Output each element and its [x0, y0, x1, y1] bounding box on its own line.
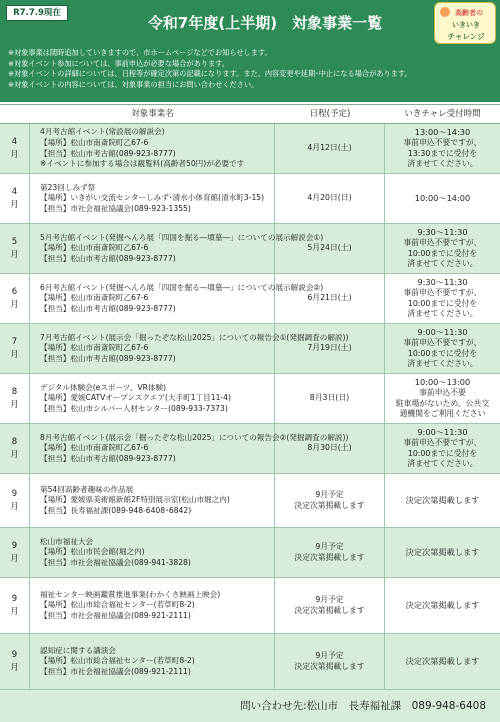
month-cell	[0, 324, 30, 373]
reception-time: 9:00～11:30	[417, 327, 468, 338]
schedule-cell	[275, 274, 385, 323]
event-detail: 【担当】松山市考古館(089-923-8777)	[40, 453, 176, 463]
table-row	[0, 274, 500, 324]
notice-line: ※対象事業は随時追加していきますので、市ホームページなどでお知らせします。	[8, 48, 272, 57]
month-text: 月	[10, 149, 19, 160]
schedule-cell	[275, 174, 385, 223]
month-text: 8	[11, 386, 18, 397]
reception-note: 駐車場がないため、公共交	[395, 398, 490, 408]
logo-graphic	[435, 3, 497, 45]
reception-note: 事前申込不要	[419, 387, 466, 397]
event-detail: 【担当】松山市考古館(089-923-8777)	[40, 353, 176, 363]
event-cell	[30, 224, 324, 273]
event-detail: 【場所】松山市南斎院町乙67-6	[40, 243, 149, 253]
schedule-text: 5月24日(土)	[307, 243, 352, 253]
event-detail: 【場所】松山市民会館(堀之内)	[40, 547, 145, 557]
reception-time: 13:00～14:30	[414, 127, 471, 138]
reception-note: 済ませてください。	[407, 459, 478, 469]
schedule-text: 7月19日(土)	[307, 343, 352, 353]
event-title: デジタル体験会(eスポーツ、VR体験)	[40, 382, 167, 392]
logo-text-1: 高齢者の	[455, 9, 483, 17]
month-text: 月	[10, 399, 19, 410]
month-text: 月	[10, 553, 19, 564]
schedule-text: 決定次第掲載します	[294, 605, 365, 615]
month-cell	[0, 528, 30, 577]
event-cell	[30, 528, 275, 577]
month-text: 7	[11, 336, 18, 347]
month-text: 月	[10, 249, 19, 260]
month-text: 月	[10, 199, 19, 210]
month-text: 月	[10, 662, 19, 673]
table-row	[0, 324, 500, 374]
event-cell	[30, 474, 275, 527]
month-cell	[0, 578, 30, 633]
event-cell	[30, 634, 275, 689]
reception-note: 10:00までに受付を	[407, 448, 478, 458]
logo-text-3: チャレンジ	[447, 32, 485, 41]
schedule-text: 決定次第掲載します	[294, 500, 365, 510]
schedule-cell	[275, 474, 385, 527]
ikiiki-challenge-logo	[434, 2, 496, 44]
schedule-cell	[275, 634, 385, 689]
table-header	[0, 104, 500, 124]
event-title: 第23回しみず祭	[40, 182, 96, 192]
reception-note: 済ませてください。	[407, 259, 478, 269]
notice-line: ※対象イベントの内容については、対象事業の担当にお問い合わせください。	[8, 79, 259, 89]
reception-time: 10:00～14:00	[414, 193, 471, 204]
reception-time-cell	[385, 274, 500, 323]
month-cell	[0, 634, 30, 689]
month-cell	[0, 174, 30, 223]
reception-time: 9:30～11:30	[417, 277, 468, 288]
footer-bar	[0, 690, 500, 722]
month-cell	[0, 424, 30, 473]
event-title: 認知症に関する講演会	[40, 645, 116, 655]
event-detail: 【場所】松山市南斎院町乙67-6	[40, 293, 149, 303]
event-detail: 【場所】松山市南斎院町乙67-6	[40, 343, 149, 353]
schedule-cell	[275, 374, 385, 423]
reception-note: 通機関をご利用ください	[399, 409, 486, 419]
month-cell	[0, 224, 30, 273]
month-cell	[0, 124, 30, 173]
table-row	[0, 634, 500, 690]
schedule-text: 8月30日(土)	[307, 443, 352, 453]
schedule-cell	[275, 424, 385, 473]
event-detail: 【場所】松山市南斎院町乙67-6	[40, 137, 149, 147]
month-text: 月	[10, 349, 19, 360]
notice-line: ※対象イベントの詳細については、日程等が確定次第の記載になります。また、内容変更や延期･中止になる場合があります。	[8, 69, 412, 79]
reception-time-cell	[385, 528, 500, 577]
table-row	[0, 374, 500, 424]
month-text: 8	[11, 436, 18, 447]
reception-note: 事前申込不要ですが、	[403, 137, 482, 147]
event-detail: 【担当】市社会福祉協議会(089-923-1355)	[40, 203, 191, 213]
event-detail: 【担当】松山市シルバー人材センター(089-933-7373)	[40, 403, 228, 413]
reception-time: 決定次第掲載します	[405, 495, 480, 506]
event-title: 第54回高齢者趣味の作品展	[40, 484, 134, 494]
page-title: 令和7年度(上半期) 対象事業一覧	[147, 14, 383, 32]
reception-time-cell	[385, 634, 500, 689]
month-text: 6	[11, 286, 18, 297]
reception-time: 9:30～11:30	[417, 227, 468, 238]
event-title: 6月考古館イベント(発掘へんろ展「四国を掘る―墳墓―」についての展示解説会②)	[40, 282, 324, 292]
schedule-cell	[275, 124, 385, 173]
month-cell	[0, 474, 30, 527]
reception-time: 9:00～11:30	[417, 427, 468, 438]
date-badge: R7.7.9現在	[6, 5, 68, 21]
schedule-cell	[275, 224, 385, 273]
event-detail: 【担当】長寿福祉課(089-948-6408･6842)	[40, 505, 192, 515]
notice-section	[0, 45, 500, 102]
logo-sun-icon	[440, 7, 450, 17]
contact-info: 問い合わせ先:松山市 長寿福祉課 089-948-6408	[240, 700, 486, 712]
table-row	[0, 224, 500, 274]
column-header-time: いきチャレ受付時間	[404, 109, 481, 119]
reception-time-cell	[385, 424, 500, 473]
reception-note: 10:00までに受付を	[407, 348, 478, 358]
reception-note: 事前申込不要ですが、	[403, 337, 482, 347]
table-row	[0, 474, 500, 528]
reception-note: 済ませてください。	[407, 309, 478, 319]
table-row	[0, 174, 500, 224]
event-detail: 【担当】松山市考古館(089-923-8777)	[40, 303, 176, 313]
column-header-event: 対象事業名	[131, 109, 174, 119]
month-text: 5	[11, 236, 18, 247]
reception-note: 事前申込不要ですが、	[403, 437, 482, 447]
reception-note: 済ませてください。	[407, 359, 478, 369]
table-row	[0, 124, 500, 174]
event-cell	[30, 374, 275, 423]
event-cell	[30, 124, 275, 173]
reception-note: 事前申込不要ですが、	[403, 287, 482, 297]
schedule-cell	[275, 324, 385, 373]
reception-time-cell	[385, 124, 500, 173]
event-cell	[30, 578, 275, 633]
reception-time: 決定次第掲載します	[405, 600, 480, 611]
month-cell	[0, 374, 30, 423]
schedule-text: 決定次第掲載します	[294, 552, 365, 562]
month-text: 4	[11, 186, 18, 197]
schedule-text: 9月予定	[315, 489, 344, 499]
event-title: 8月考古館イベント(展示会「掘ったぞな松山2025」についての報告会②(発掘調査の解説))	[40, 432, 349, 442]
reception-note: 13:30までに受付を	[407, 148, 478, 158]
month-text: 4	[11, 136, 18, 147]
reception-time: 決定次第掲載します	[405, 656, 480, 667]
reception-time-cell	[385, 324, 500, 373]
event-detail: 【担当】市社会福祉協議会(089-941-3828)	[40, 557, 191, 567]
event-detail: 【担当】松山市考古館(089-923-8777)	[40, 253, 176, 263]
month-text: 月	[10, 299, 19, 310]
schedule-text: 9月予定	[315, 650, 344, 660]
month-text: 9	[11, 540, 18, 551]
schedule-text: 決定次第掲載します	[294, 661, 365, 671]
schedule-text: 4月12日(土)	[307, 143, 352, 153]
event-title: 7月考古館イベント(展示会「掘ったぞな松山2025」についての報告会①(発掘調査の解説))	[40, 332, 349, 342]
month-text: 月	[10, 606, 19, 617]
reception-note: 済ませてください。	[407, 159, 478, 169]
month-text: 9	[11, 593, 18, 604]
event-detail: 【担当】松山市考古館(089-923-8777)	[40, 148, 176, 158]
reception-time: 決定次第掲載します	[405, 547, 480, 558]
schedule-text: 9月予定	[315, 594, 344, 604]
event-detail: ※イベントに参加する場合は観覧料(高齢者50円)が必要です	[40, 159, 245, 169]
reception-note: 10:00までに受付を	[407, 248, 478, 258]
event-detail: 【場所】愛媛CATVオープンスクエア(大手町1丁目11-4)	[40, 393, 231, 403]
event-title: 5月考古館イベント(発掘へんろ展「四国を掘る―墳墓―」についての展示解説会①)	[40, 232, 324, 242]
month-text: 月	[10, 449, 19, 460]
event-title: 松山市福祉大会	[40, 536, 94, 546]
event-detail: 【場所】愛媛県美術館新館2F特別展示室(松山市堀之内)	[40, 495, 230, 505]
schedule-text: 8月3日(日)	[309, 393, 350, 403]
event-detail: 【担当】市社会福祉協議会(089-921-2111)	[40, 610, 191, 620]
reception-time-cell	[385, 374, 500, 423]
notice-line: ※対象イベント参加については、事前申込が必要な場合があります。	[8, 58, 229, 68]
event-detail: 【場所】松山市総合福祉センター(若草町8-2)	[40, 656, 195, 666]
month-cell	[0, 274, 30, 323]
event-detail: 【場所】松山市南斎院町乙67-6	[40, 443, 149, 453]
reception-note: 事前申込不要ですが、	[403, 237, 482, 247]
event-title: 4月考古館イベント(常設展の解説会)	[40, 127, 165, 137]
reception-note: 10:00までに受付を	[407, 298, 478, 308]
event-title: 福祉センター映画鑑賞推進事業(わかくさ映画上映会)	[40, 589, 221, 599]
logo-text-2: いきいき	[452, 21, 480, 29]
table-row	[0, 578, 500, 634]
month-text: 9	[11, 488, 18, 499]
event-cell	[30, 174, 275, 223]
reception-time-cell	[385, 174, 500, 223]
event-cell	[30, 274, 324, 323]
month-text: 9	[11, 649, 18, 660]
schedule-cell	[275, 528, 385, 577]
table-row	[0, 528, 500, 578]
event-detail: 【場所】松山市総合福祉センター(若草町8-2)	[40, 600, 195, 610]
table-row	[0, 424, 500, 474]
event-detail: 【場所】いきがい交流センターしみず･清水小体育館(清水町3-15)	[40, 193, 265, 203]
reception-time-cell	[385, 578, 500, 633]
event-detail: 【担当】市社会福祉協議会(089-921-2111)	[40, 666, 191, 676]
reception-time-cell	[385, 474, 500, 527]
reception-time: 10:00～13:00	[414, 377, 471, 388]
schedule-text: 6月21日(土)	[307, 293, 352, 303]
month-text: 月	[10, 501, 19, 512]
column-header-schedule: 日程(予定)	[309, 109, 351, 119]
schedule-text: 9月予定	[315, 541, 344, 551]
schedule-text: 4月20日(日)	[307, 193, 352, 203]
reception-time-cell	[385, 224, 500, 273]
header-bar	[0, 0, 500, 45]
schedule-cell	[275, 578, 385, 633]
